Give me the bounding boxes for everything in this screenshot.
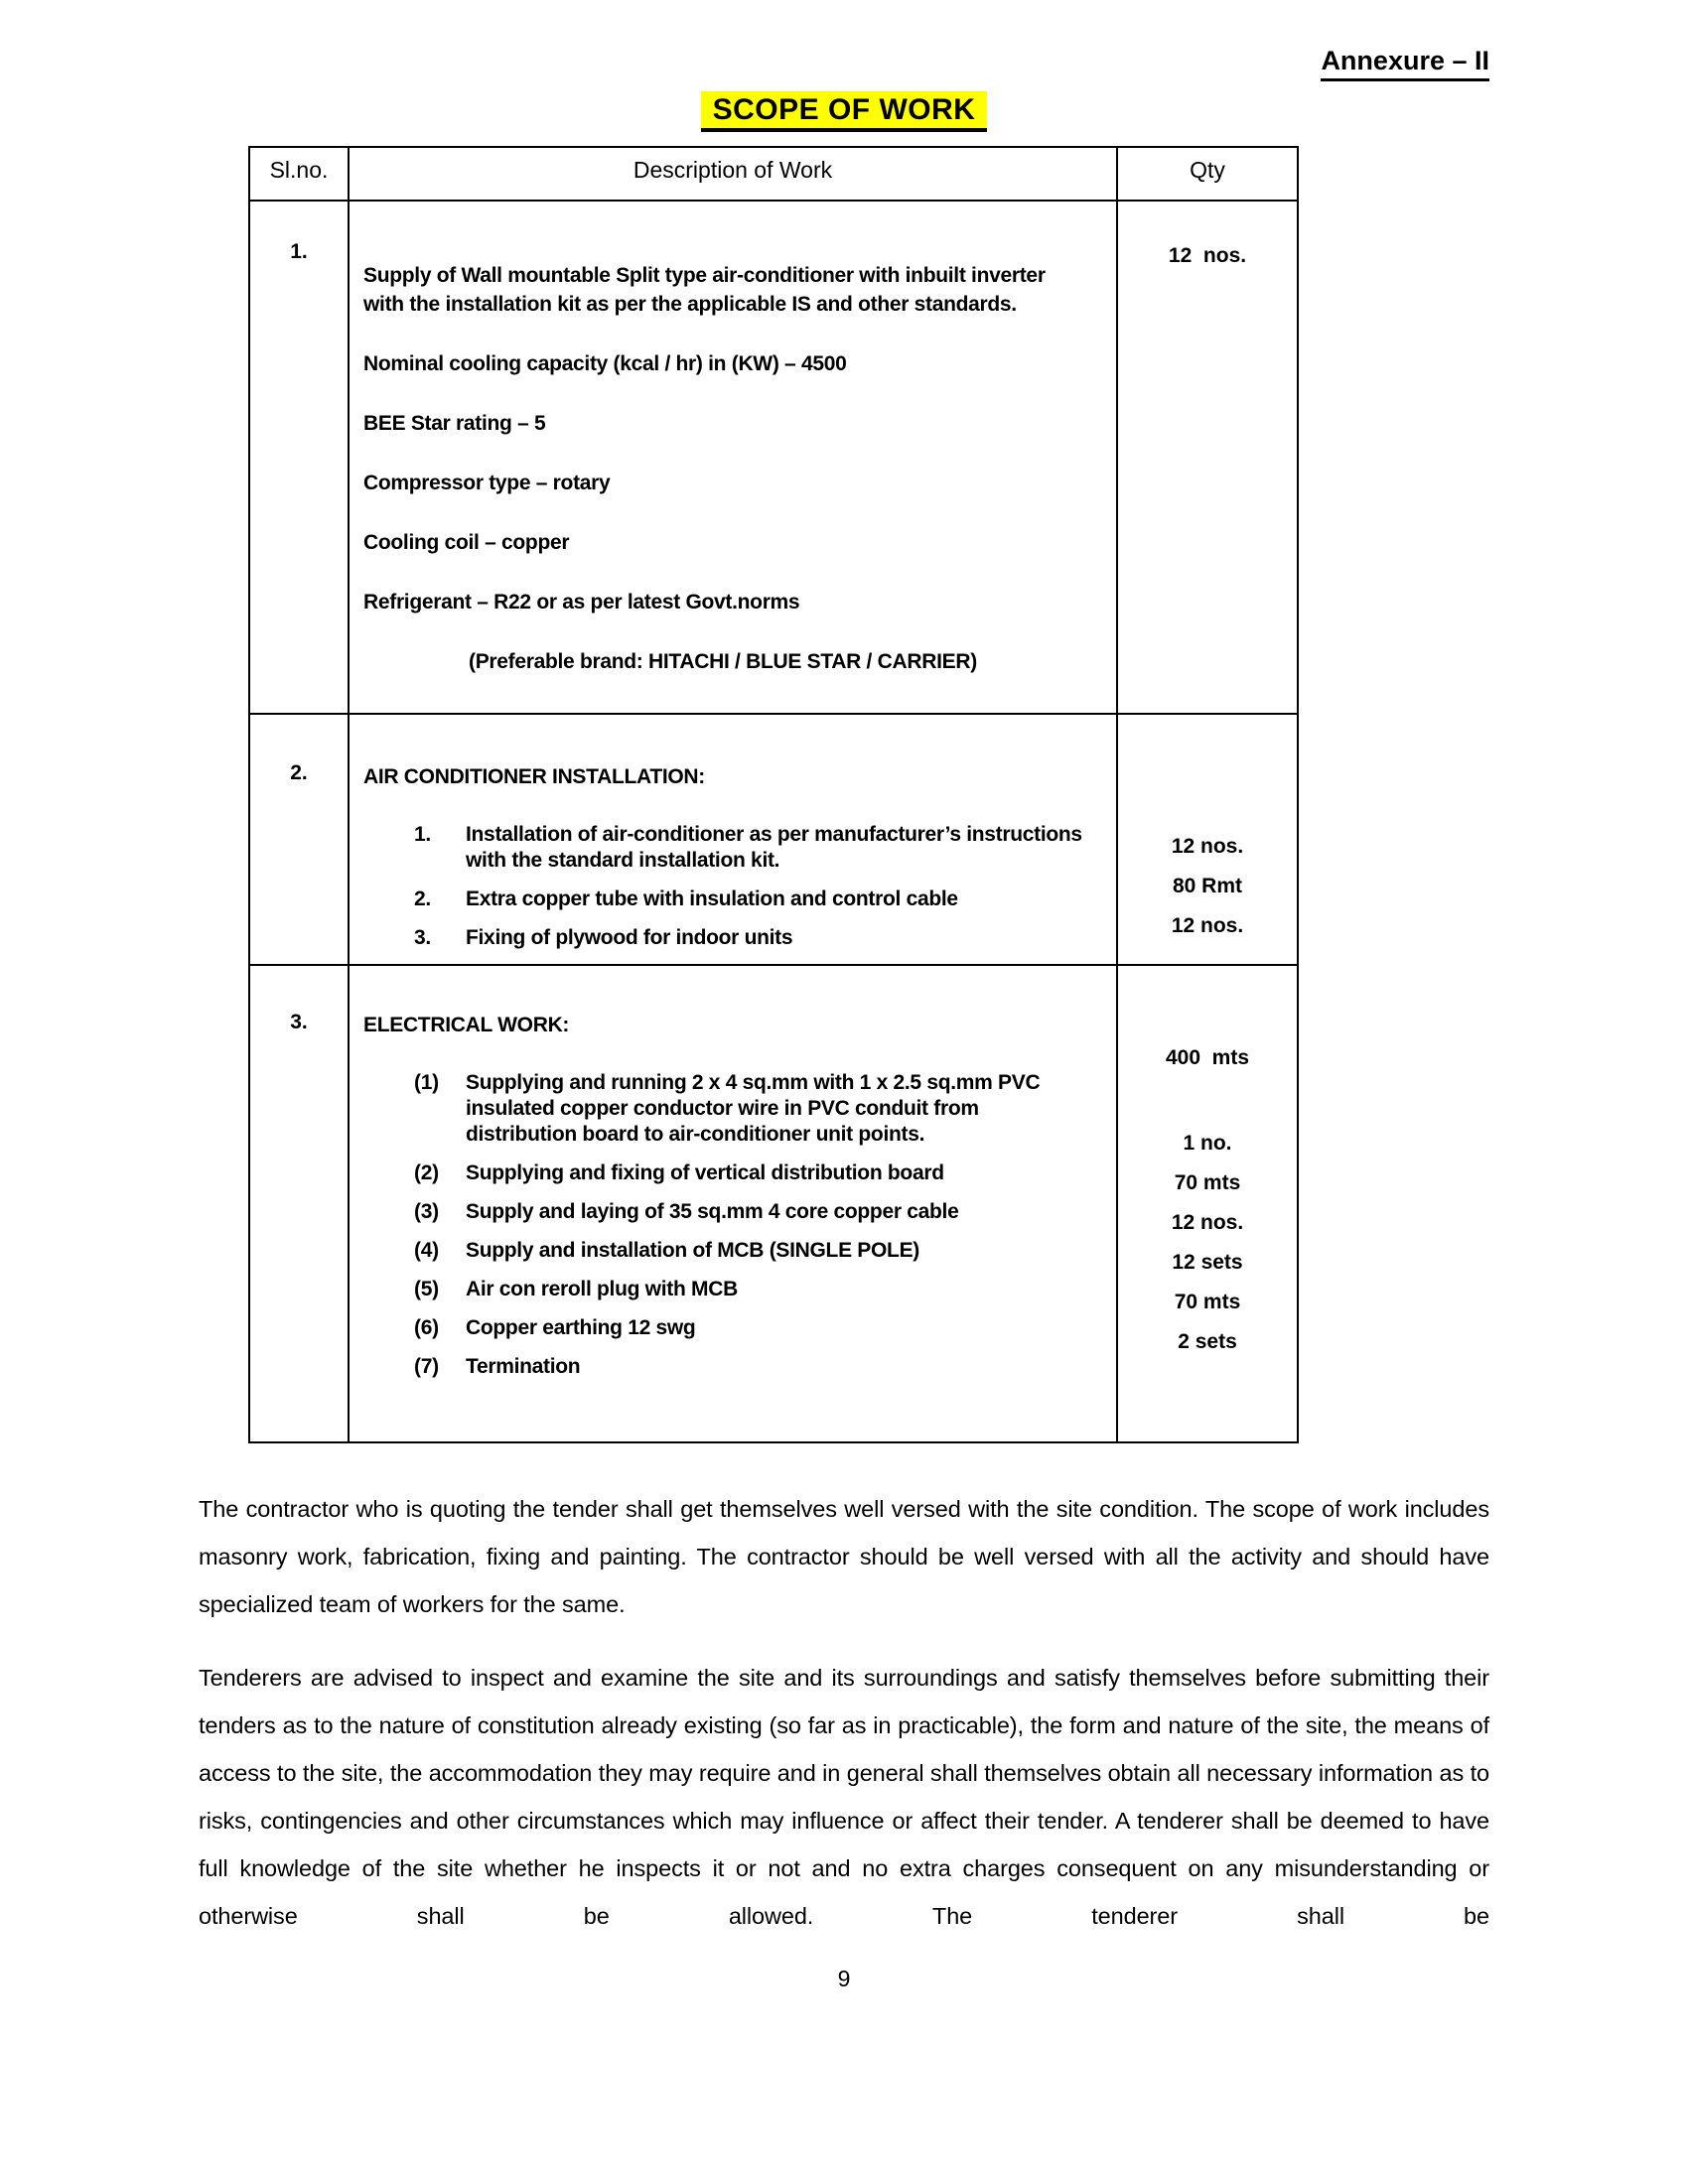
item-list <box>363 1070 1088 1380</box>
list-item <box>363 887 1088 912</box>
list-item <box>363 1070 1088 1148</box>
page-number: 9 <box>837 1966 851 1991</box>
qty-value: 70 mts <box>1174 1291 1241 1313</box>
qty-cell <box>1117 201 1298 714</box>
item-text: Extra copper tube with insulation and control cable <box>466 887 958 910</box>
item-text: Supplying and running 2 x 4 sq.mm with 1 x 2.5 sq.mm PVC insulated copper conductor wire in PVC conduit from distribution board to air-conditioner unit points. <box>466 1071 1041 1146</box>
item-number: (2) <box>414 1161 439 1184</box>
table-header-row <box>249 147 1298 201</box>
spec-line: BEE Star rating – 5 <box>363 412 546 435</box>
header-description: Description of Work <box>349 147 1117 201</box>
item-text: Termination <box>466 1355 581 1378</box>
qty-value: 70 mts <box>1174 1171 1241 1194</box>
list-item <box>363 1277 1088 1302</box>
item-text: Air con reroll plug with MCB <box>466 1278 738 1300</box>
list-item <box>363 1315 1088 1341</box>
qty-cell <box>1117 714 1298 965</box>
item-number: (3) <box>414 1200 439 1223</box>
page-title: SCOPE OF WORK <box>701 91 988 132</box>
list-item <box>363 1199 1088 1225</box>
item-number: 2. <box>414 887 431 910</box>
item-number: 1. <box>414 823 431 846</box>
section-heading: AIR CONDITIONER INSTALLATION: <box>363 765 705 788</box>
spec-line: Refrigerant – R22 or as per latest Govt.norms <box>363 591 800 614</box>
scope-of-work-table <box>248 146 1299 1443</box>
qty-value: 1 no. <box>1183 1132 1232 1155</box>
item-text: Fixing of plywood for indoor units <box>466 926 793 949</box>
item-list <box>363 822 1088 951</box>
title-row <box>0 91 1688 132</box>
body-text <box>199 1485 1489 1992</box>
spec-line: Compressor type – rotary <box>363 472 611 494</box>
list-item <box>363 1238 1088 1264</box>
item-number: (7) <box>414 1355 439 1378</box>
list-item <box>363 822 1088 874</box>
description-cell <box>349 714 1117 965</box>
item-text: Copper earthing 12 swg <box>466 1316 696 1339</box>
row-number: 1. <box>249 201 349 714</box>
item-text: Supply and laying of 35 sq.mm 4 core copper cable <box>466 1200 959 1223</box>
spec-line: Nominal cooling capacity (kcal / hr) in (KW) – 4500 <box>363 352 847 375</box>
annexure-label: Annexure – II <box>1321 46 1489 81</box>
item-number: (5) <box>414 1278 439 1300</box>
header-slno: Sl.no. <box>249 147 349 201</box>
qty-value: 400 mts <box>1165 1046 1250 1069</box>
item-text: Installation of air-conditioner as per manufacturer’s instructions with the standard installation kit. <box>466 823 1082 872</box>
qty-value: 12 nos. <box>1168 244 1247 267</box>
table-row-electrical <box>249 965 1298 1442</box>
item-number: (1) <box>414 1071 439 1094</box>
paragraph-tenderers-advice: Tenderers are advised to inspect and examine the site and its surroundings and satisfy themselves before submitting their tenders as to the nature of constitution already existing (so far as in practicable), the form and nature of the site, the means of access to the site, the accommodation they may require and in general shall themselves obtain all necessary information as to risks, contingencies and other circumstances which may influence or affect their tender. A tenderer shall be deemed to have full knowledge of the site whether he inspects it or not and no extra charges consequent on any misunderstanding or otherwise shall be allowed. The tenderer shall be <box>199 1665 1489 1929</box>
preferable-brand-line: (Preferable brand: HITACHI / BLUE STAR / CARRIER) <box>469 650 977 673</box>
section-heading: ELECTRICAL WORK: <box>363 1014 570 1036</box>
qty-value: 12 nos. <box>1171 1211 1244 1234</box>
item-number: (6) <box>414 1316 439 1339</box>
item-number: (4) <box>414 1239 439 1262</box>
description-cell <box>349 965 1117 1442</box>
description-cell <box>349 201 1117 714</box>
qty-value: 12 nos. <box>1171 835 1244 858</box>
row-number: 2. <box>249 714 349 965</box>
item-text: Supply and installation of MCB (SINGLE POLE) <box>466 1239 919 1262</box>
item-text: Supplying and fixing of vertical distribution board <box>466 1161 944 1184</box>
paragraph-site-condition: The contractor who is quoting the tender shall get themselves well versed with the site condition. The scope of work includes masonry work, fabrication, fixing and painting. The contractor should be well versed with all the activity and should have specialized team of workers for the same. <box>199 1496 1489 1617</box>
table-row-installation <box>249 714 1298 965</box>
list-item <box>363 1160 1088 1186</box>
desc-paragraph: Supply of Wall mountable Split type air-conditioner with inbuilt inverter with the installation kit as per the applicable IS and other standards. <box>363 264 1046 316</box>
header-qty: Qty <box>1117 147 1298 201</box>
row-number: 3. <box>249 965 349 1442</box>
qty-cell <box>1117 965 1298 1442</box>
spec-line: Cooling coil – copper <box>363 531 570 554</box>
qty-value: 12 nos. <box>1171 914 1244 937</box>
table-row-supply <box>249 201 1298 714</box>
qty-value: 12 sets <box>1172 1251 1243 1274</box>
list-item <box>363 925 1088 951</box>
item-number: 3. <box>414 926 431 949</box>
qty-value: 2 sets <box>1178 1330 1237 1353</box>
qty-value: 80 Rmt <box>1172 875 1243 897</box>
list-item <box>363 1354 1088 1380</box>
